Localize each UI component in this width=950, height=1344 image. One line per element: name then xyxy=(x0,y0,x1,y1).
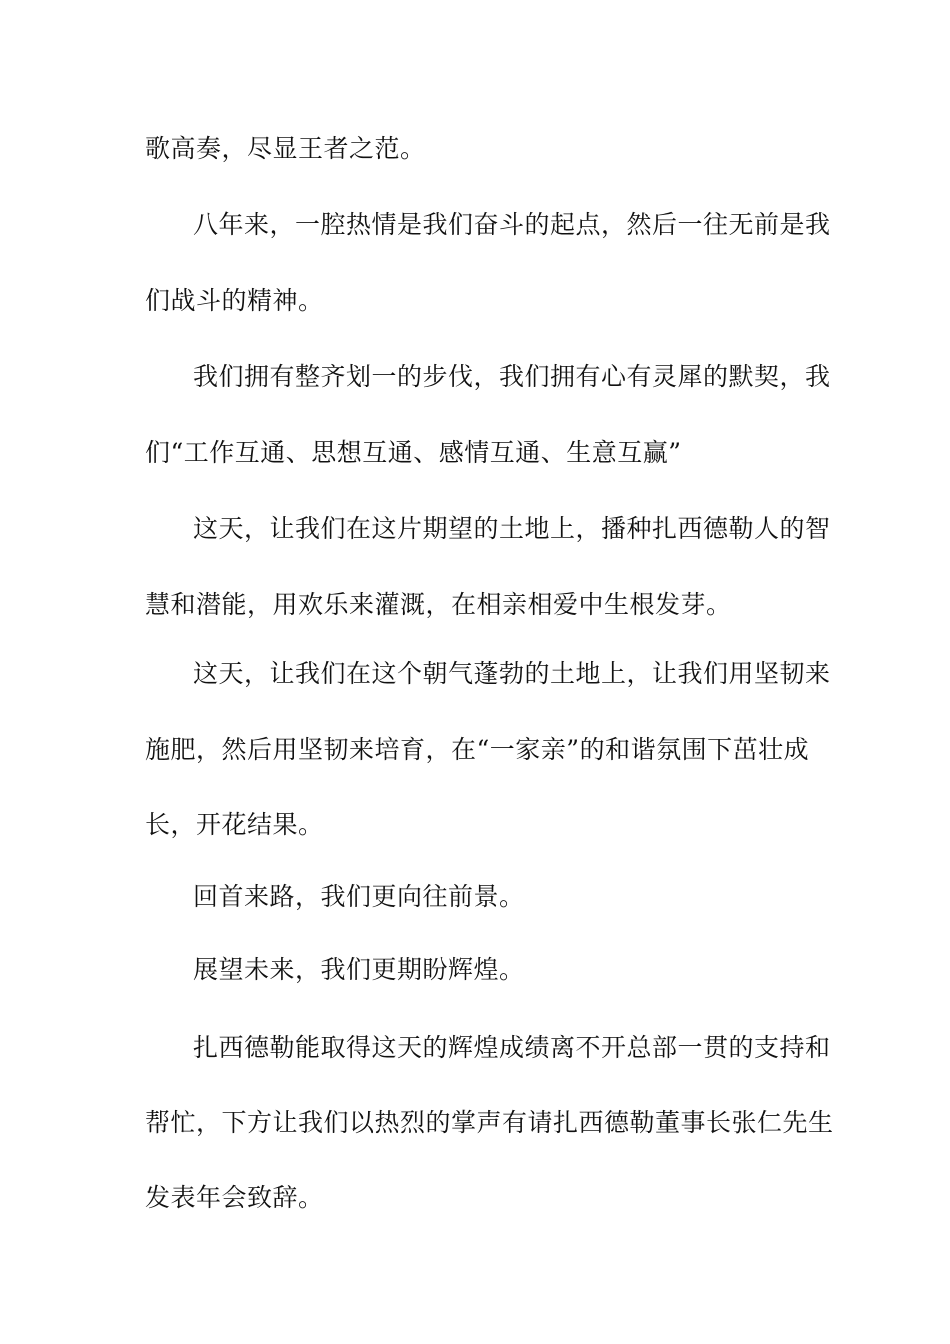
text-line: 歌高奏，尽显王者之范。 xyxy=(145,134,426,163)
text-line: 施肥，然后用坚韧来培育，在“一家亲”的和谐氛围下茁壮成 xyxy=(145,735,810,764)
text-line: 们战斗的精神。 xyxy=(145,286,324,315)
paragraph-start-line: 扎西德勒能取得这天的辉煌成绩离不开总部一贯的支持和 xyxy=(193,1033,831,1062)
paragraph-start-line: 我们拥有整齐划一的步伐，我们拥有心有灵犀的默契，我 xyxy=(193,362,831,391)
paragraph-start-line: 八年来，一腔热情是我们奋斗的起点，然后一往无前是我 xyxy=(193,210,831,239)
text-line: 慧和潜能，用欢乐来灌溉，在相亲相爱中生根发芽。 xyxy=(145,590,732,619)
paragraph-start-line: 这天，让我们在这个朝气蓬勃的土地上，让我们用坚韧来 xyxy=(193,659,831,688)
text-line: 们“工作互通、思想互通、感情互通、生意互赢” xyxy=(145,438,682,467)
paragraph-start-line: 这天，让我们在这片期望的土地上，播种扎西德勒人的智 xyxy=(193,514,831,543)
paragraph-start-line: 展望未来，我们更期盼辉煌。 xyxy=(193,955,525,984)
paragraph-start-line: 回首来路，我们更向往前景。 xyxy=(193,882,525,911)
text-line: 长，开花结果。 xyxy=(145,810,324,839)
text-line: 帮忙，下方让我们以热烈的掌声有请扎西德勒董事长张仁先生 xyxy=(145,1108,834,1137)
text-line: 发表年会致辞。 xyxy=(145,1183,324,1212)
